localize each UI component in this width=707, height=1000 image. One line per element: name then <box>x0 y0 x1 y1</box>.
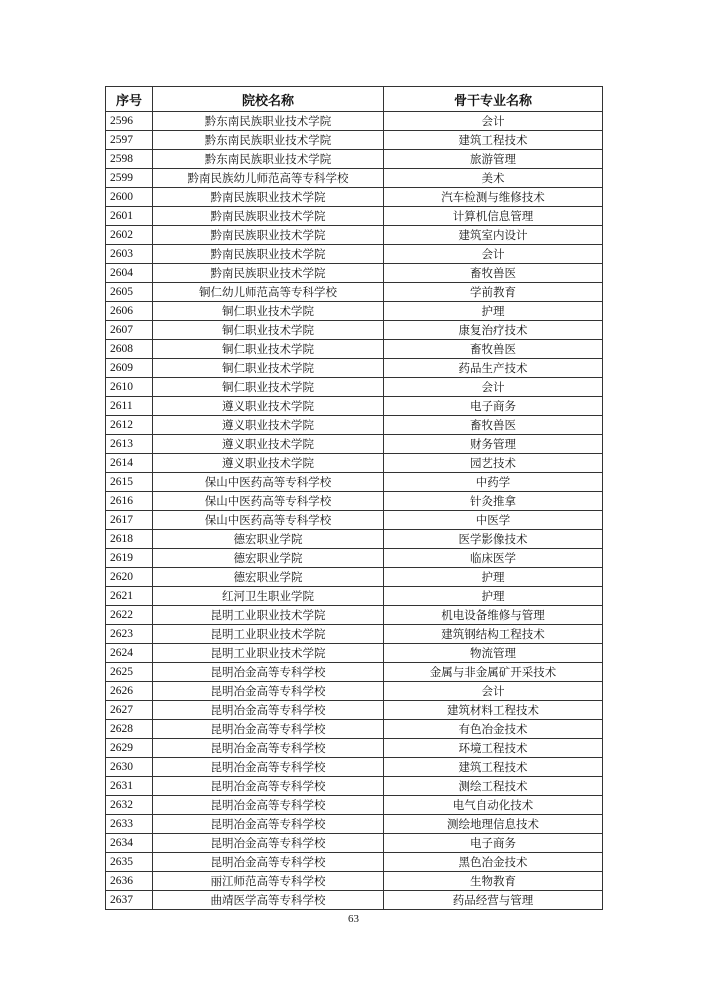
row-major-cell: 会计 <box>384 378 603 397</box>
row-index-cell: 2606 <box>106 302 153 321</box>
row-major-cell: 建筑工程技术 <box>384 758 603 777</box>
header-index: 序号 <box>106 87 153 112</box>
row-index-cell: 2623 <box>106 625 153 644</box>
row-school-cell: 昆明工业职业技术学院 <box>153 606 384 625</box>
table-row <box>106 416 603 435</box>
row-school-cell: 遵义职业技术学院 <box>153 397 384 416</box>
row-school-cell: 铜仁职业技术学院 <box>153 378 384 397</box>
row-index-cell: 2632 <box>106 796 153 815</box>
row-major-cell: 畜牧兽医 <box>384 416 603 435</box>
row-school-cell: 黔南民族职业技术学院 <box>153 245 384 264</box>
row-school-cell: 昆明冶金高等专科学校 <box>153 739 384 758</box>
row-school-cell: 德宏职业学院 <box>153 568 384 587</box>
row-major-cell: 建筑室内设计 <box>384 226 603 245</box>
row-school-cell: 遵义职业技术学院 <box>153 454 384 473</box>
row-school-cell: 昆明工业职业技术学院 <box>153 644 384 663</box>
table-row <box>106 625 603 644</box>
header-school: 院校名称 <box>153 87 384 112</box>
row-major-cell: 黑色冶金技术 <box>384 853 603 872</box>
row-index-cell: 2613 <box>106 435 153 454</box>
row-index-cell: 2625 <box>106 663 153 682</box>
table-row <box>106 340 603 359</box>
row-index-cell: 2612 <box>106 416 153 435</box>
row-major-cell: 建筑钢结构工程技术 <box>384 625 603 644</box>
table-row <box>106 682 603 701</box>
row-index-cell: 2629 <box>106 739 153 758</box>
row-index-cell: 2604 <box>106 264 153 283</box>
row-index-cell: 2605 <box>106 283 153 302</box>
row-index-cell: 2618 <box>106 530 153 549</box>
row-major-cell: 计算机信息管理 <box>384 207 603 226</box>
row-school-cell: 昆明工业职业技术学院 <box>153 625 384 644</box>
row-school-cell: 遵义职业技术学院 <box>153 435 384 454</box>
row-major-cell: 汽车检测与维修技术 <box>384 188 603 207</box>
row-school-cell: 遵义职业技术学院 <box>153 416 384 435</box>
row-school-cell: 保山中医药高等专科学校 <box>153 473 384 492</box>
row-index-cell: 2624 <box>106 644 153 663</box>
table-row <box>106 397 603 416</box>
row-major-cell: 电子商务 <box>384 834 603 853</box>
table-row <box>106 796 603 815</box>
row-school-cell: 黔东南民族职业技术学院 <box>153 131 384 150</box>
row-school-cell: 曲靖医学高等专科学校 <box>153 891 384 910</box>
table-row <box>106 169 603 188</box>
row-index-cell: 2607 <box>106 321 153 340</box>
page-number: 63 <box>348 913 359 925</box>
row-index-cell: 2633 <box>106 815 153 834</box>
row-school-cell: 红河卫生职业学院 <box>153 587 384 606</box>
row-index-cell: 2611 <box>106 397 153 416</box>
row-school-cell: 丽江师范高等专科学校 <box>153 872 384 891</box>
table-row <box>106 473 603 492</box>
row-major-cell: 有色冶金技术 <box>384 720 603 739</box>
table-row <box>106 872 603 891</box>
row-major-cell: 中药学 <box>384 473 603 492</box>
row-index-cell: 2609 <box>106 359 153 378</box>
table-row <box>106 245 603 264</box>
row-index-cell: 2610 <box>106 378 153 397</box>
row-major-cell: 环境工程技术 <box>384 739 603 758</box>
row-index-cell: 2603 <box>106 245 153 264</box>
row-major-cell: 金属与非金属矿开采技术 <box>384 663 603 682</box>
row-index-cell: 2616 <box>106 492 153 511</box>
table-body <box>106 112 603 910</box>
table-row <box>106 454 603 473</box>
table-row <box>106 302 603 321</box>
table-row <box>106 663 603 682</box>
row-index-cell: 2622 <box>106 606 153 625</box>
row-index-cell: 2627 <box>106 701 153 720</box>
row-index-cell: 2598 <box>106 150 153 169</box>
row-index-cell: 2600 <box>106 188 153 207</box>
row-school-cell: 保山中医药高等专科学校 <box>153 511 384 530</box>
row-index-cell: 2601 <box>106 207 153 226</box>
row-index-cell: 2630 <box>106 758 153 777</box>
row-index-cell: 2637 <box>106 891 153 910</box>
table-row <box>106 283 603 302</box>
row-index-cell: 2631 <box>106 777 153 796</box>
row-major-cell: 机电设备维修与管理 <box>384 606 603 625</box>
row-school-cell: 昆明冶金高等专科学校 <box>153 777 384 796</box>
table-row <box>106 606 603 625</box>
row-major-cell: 畜牧兽医 <box>384 264 603 283</box>
table-row <box>106 701 603 720</box>
row-school-cell: 德宏职业学院 <box>153 549 384 568</box>
table-row <box>106 207 603 226</box>
row-major-cell: 测绘工程技术 <box>384 777 603 796</box>
table-row <box>106 435 603 454</box>
major-table <box>105 86 603 910</box>
row-school-cell: 黔南民族幼儿师范高等专科学校 <box>153 169 384 188</box>
table-row <box>106 853 603 872</box>
row-school-cell: 昆明冶金高等专科学校 <box>153 834 384 853</box>
row-major-cell: 护理 <box>384 302 603 321</box>
row-index-cell: 2621 <box>106 587 153 606</box>
table-row <box>106 815 603 834</box>
row-school-cell: 昆明冶金高等专科学校 <box>153 663 384 682</box>
row-school-cell: 昆明冶金高等专科学校 <box>153 701 384 720</box>
row-major-cell: 物流管理 <box>384 644 603 663</box>
row-major-cell: 临床医学 <box>384 549 603 568</box>
row-index-cell: 2596 <box>106 112 153 131</box>
table-row <box>106 834 603 853</box>
row-school-cell: 黔南民族职业技术学院 <box>153 188 384 207</box>
row-major-cell: 美术 <box>384 169 603 188</box>
table-row <box>106 777 603 796</box>
row-major-cell: 测绘地理信息技术 <box>384 815 603 834</box>
row-major-cell: 畜牧兽医 <box>384 340 603 359</box>
row-index-cell: 2608 <box>106 340 153 359</box>
row-major-cell: 建筑材料工程技术 <box>384 701 603 720</box>
row-school-cell: 昆明冶金高等专科学校 <box>153 682 384 701</box>
row-school-cell: 铜仁职业技术学院 <box>153 340 384 359</box>
row-index-cell: 2635 <box>106 853 153 872</box>
row-major-cell: 财务管理 <box>384 435 603 454</box>
row-major-cell: 旅游管理 <box>384 150 603 169</box>
row-school-cell: 昆明冶金高等专科学校 <box>153 720 384 739</box>
row-school-cell: 黔南民族职业技术学院 <box>153 207 384 226</box>
table-row <box>106 758 603 777</box>
row-major-cell: 康复治疗技术 <box>384 321 603 340</box>
table-row <box>106 226 603 245</box>
row-major-cell: 医学影像技术 <box>384 530 603 549</box>
row-index-cell: 2599 <box>106 169 153 188</box>
row-major-cell: 建筑工程技术 <box>384 131 603 150</box>
row-index-cell: 2626 <box>106 682 153 701</box>
row-major-cell: 电气自动化技术 <box>384 796 603 815</box>
row-school-cell: 黔南民族职业技术学院 <box>153 226 384 245</box>
table-row <box>106 378 603 397</box>
row-major-cell: 会计 <box>384 245 603 264</box>
row-index-cell: 2617 <box>106 511 153 530</box>
row-major-cell: 学前教育 <box>384 283 603 302</box>
row-index-cell: 2636 <box>106 872 153 891</box>
row-school-cell: 黔东南民族职业技术学院 <box>153 150 384 169</box>
row-index-cell: 2615 <box>106 473 153 492</box>
table-row <box>106 720 603 739</box>
row-major-cell: 护理 <box>384 568 603 587</box>
row-index-cell: 2602 <box>106 226 153 245</box>
table-row <box>106 359 603 378</box>
table-row <box>106 739 603 758</box>
table-row <box>106 112 603 131</box>
row-major-cell: 针灸推拿 <box>384 492 603 511</box>
table-row <box>106 188 603 207</box>
row-major-cell: 护理 <box>384 587 603 606</box>
header-major: 骨干专业名称 <box>384 87 603 112</box>
table-row <box>106 530 603 549</box>
table-row <box>106 150 603 169</box>
row-index-cell: 2620 <box>106 568 153 587</box>
row-school-cell: 昆明冶金高等专科学校 <box>153 796 384 815</box>
row-major-cell: 会计 <box>384 682 603 701</box>
row-school-cell: 昆明冶金高等专科学校 <box>153 815 384 834</box>
row-school-cell: 铜仁职业技术学院 <box>153 321 384 340</box>
table-row <box>106 131 603 150</box>
row-major-cell: 药品经营与管理 <box>384 891 603 910</box>
row-major-cell: 药品生产技术 <box>384 359 603 378</box>
table-row <box>106 492 603 511</box>
row-index-cell: 2614 <box>106 454 153 473</box>
row-school-cell: 铜仁职业技术学院 <box>153 302 384 321</box>
table-header-row <box>106 87 603 112</box>
row-index-cell: 2619 <box>106 549 153 568</box>
row-school-cell: 昆明冶金高等专科学校 <box>153 758 384 777</box>
table-row <box>106 568 603 587</box>
table-row <box>106 891 603 910</box>
table-row <box>106 587 603 606</box>
row-major-cell: 生物教育 <box>384 872 603 891</box>
row-school-cell: 铜仁幼儿师范高等专科学校 <box>153 283 384 302</box>
row-school-cell: 黔南民族职业技术学院 <box>153 264 384 283</box>
row-index-cell: 2634 <box>106 834 153 853</box>
table-row <box>106 644 603 663</box>
row-major-cell: 园艺技术 <box>384 454 603 473</box>
row-major-cell: 电子商务 <box>384 397 603 416</box>
row-index-cell: 2628 <box>106 720 153 739</box>
row-school-cell: 铜仁职业技术学院 <box>153 359 384 378</box>
table-row <box>106 321 603 340</box>
table-row <box>106 549 603 568</box>
row-school-cell: 德宏职业学院 <box>153 530 384 549</box>
row-major-cell: 会计 <box>384 112 603 131</box>
row-index-cell: 2597 <box>106 131 153 150</box>
row-school-cell: 黔东南民族职业技术学院 <box>153 112 384 131</box>
row-school-cell: 保山中医药高等专科学校 <box>153 492 384 511</box>
row-major-cell: 中医学 <box>384 511 603 530</box>
row-school-cell: 昆明冶金高等专科学校 <box>153 853 384 872</box>
table-row <box>106 511 603 530</box>
table-row <box>106 264 603 283</box>
